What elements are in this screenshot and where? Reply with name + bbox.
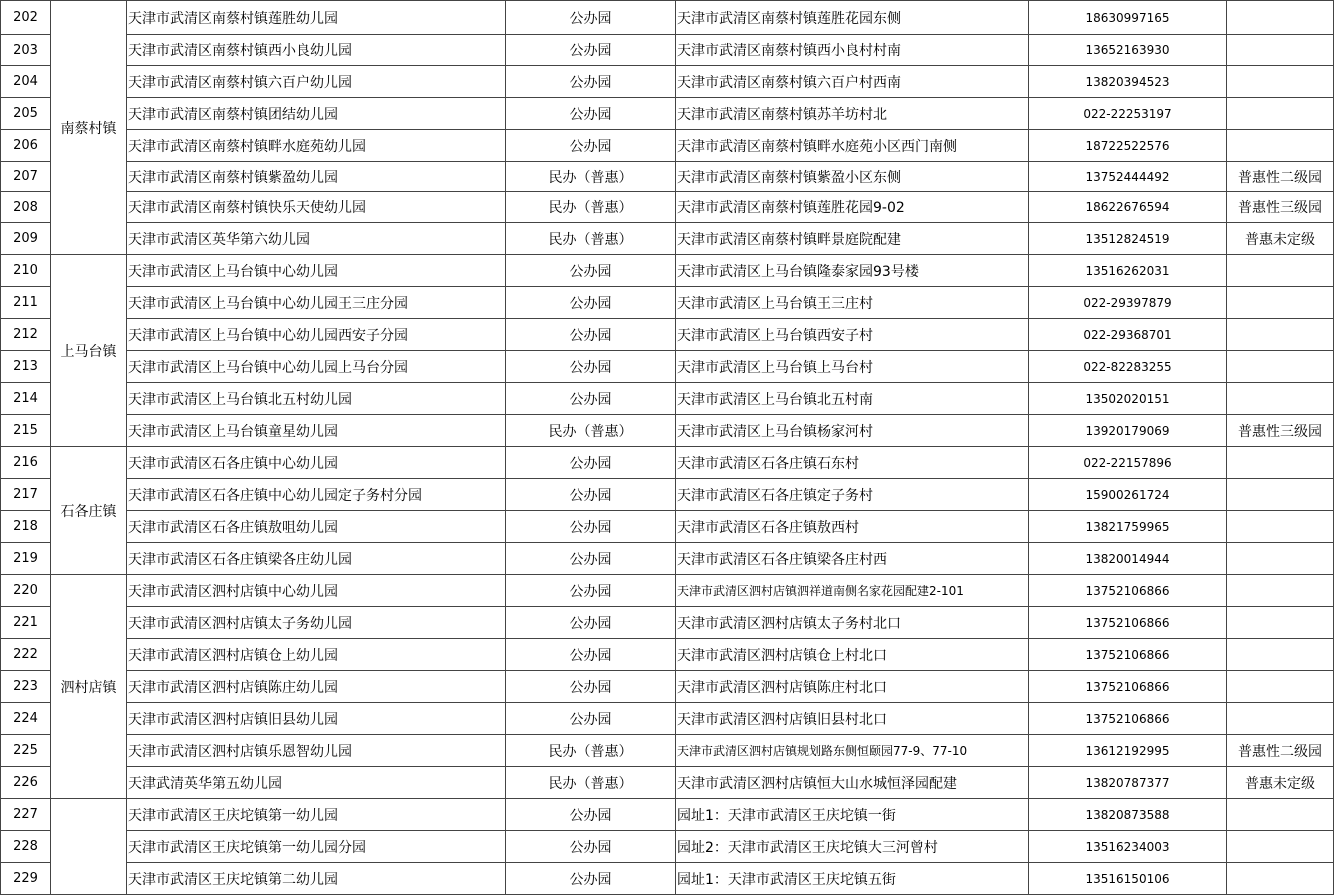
row-number: 204	[1, 66, 51, 98]
rating-note	[1227, 351, 1334, 383]
table-row	[1, 607, 1334, 639]
kindergarten-name: 天津市武清区英华第六幼儿园	[127, 223, 506, 255]
rating-note: 普惠性二级园	[1227, 735, 1334, 767]
phone-number: 15900261724	[1029, 479, 1227, 511]
kindergarten-name: 天津市武清区泗村店镇中心幼儿园	[127, 575, 506, 607]
phone-number: 022-29368701	[1029, 319, 1227, 351]
phone-number: 13820787377	[1029, 767, 1227, 799]
table-row	[1, 383, 1334, 415]
row-number: 211	[1, 287, 51, 319]
rating-note: 普惠性三级园	[1227, 192, 1334, 223]
phone-number: 13752444492	[1029, 162, 1227, 192]
table-row	[1, 130, 1334, 162]
kindergarten-name: 天津市武清区泗村店镇旧县幼儿园	[127, 703, 506, 735]
ownership-type: 公办园	[506, 351, 676, 383]
table-row	[1, 162, 1334, 192]
rating-note: 普惠性三级园	[1227, 415, 1334, 447]
ownership-type: 公办园	[506, 799, 676, 831]
kindergarten-name: 天津市武清区泗村店镇太子务幼儿园	[127, 607, 506, 639]
address: 天津市武清区南蔡村镇紫盈小区东侧	[676, 162, 1029, 192]
phone-number: 13820873588	[1029, 799, 1227, 831]
rating-note	[1227, 319, 1334, 351]
address: 天津市武清区泗村店镇陈庄村北口	[676, 671, 1029, 703]
row-number: 216	[1, 447, 51, 479]
ownership-type: 公办园	[506, 98, 676, 130]
address: 天津市武清区南蔡村镇六百户村西南	[676, 66, 1029, 98]
row-number: 222	[1, 639, 51, 671]
ownership-type: 公办园	[506, 511, 676, 543]
row-number: 209	[1, 223, 51, 255]
phone-number: 022-22157896	[1029, 447, 1227, 479]
kindergarten-name: 天津市武清区王庆坨镇第一幼儿园分园	[127, 831, 506, 863]
rating-note	[1227, 543, 1334, 575]
row-number: 210	[1, 255, 51, 287]
rating-note	[1227, 511, 1334, 543]
kindergarten-name: 天津市武清区南蔡村镇西小良幼儿园	[127, 35, 506, 66]
address: 天津市武清区南蔡村镇莲胜花园东侧	[676, 1, 1029, 35]
ownership-type: 公办园	[506, 130, 676, 162]
ownership-type: 公办园	[506, 287, 676, 319]
ownership-type: 公办园	[506, 543, 676, 575]
address: 天津市武清区上马台镇隆泰家园93号楼	[676, 255, 1029, 287]
town-cell: 泗村店镇	[51, 575, 127, 799]
rating-note	[1227, 575, 1334, 607]
address: 天津市武清区石各庄镇石东村	[676, 447, 1029, 479]
phone-number: 13752106866	[1029, 671, 1227, 703]
rating-note	[1227, 287, 1334, 319]
table-row	[1, 511, 1334, 543]
row-number: 212	[1, 319, 51, 351]
table-row	[1, 767, 1334, 799]
table-row	[1, 351, 1334, 383]
kindergarten-name: 天津市武清区上马台镇北五村幼儿园	[127, 383, 506, 415]
row-number: 202	[1, 1, 51, 35]
table-row	[1, 639, 1334, 671]
phone-number: 13752106866	[1029, 703, 1227, 735]
kindergarten-name: 天津市武清区上马台镇中心幼儿园	[127, 255, 506, 287]
address: 天津市武清区石各庄镇梁各庄村西	[676, 543, 1029, 575]
table-row	[1, 863, 1334, 895]
ownership-type: 公办园	[506, 479, 676, 511]
table-row	[1, 287, 1334, 319]
address: 天津市武清区上马台镇北五村南	[676, 383, 1029, 415]
address: 天津市武清区泗村店镇太子务村北口	[676, 607, 1029, 639]
kindergarten-name: 天津市武清区上马台镇中心幼儿园上马台分园	[127, 351, 506, 383]
ownership-type: 公办园	[506, 35, 676, 66]
table-row	[1, 575, 1334, 607]
ownership-type: 公办园	[506, 383, 676, 415]
kindergarten-name: 天津市武清区石各庄镇中心幼儿园定子务村分园	[127, 479, 506, 511]
phone-number: 13516234003	[1029, 831, 1227, 863]
town-cell: 上马台镇	[51, 255, 127, 447]
row-number: 213	[1, 351, 51, 383]
table-row	[1, 35, 1334, 66]
address: 天津市武清区南蔡村镇畔水庭苑小区西门南侧	[676, 130, 1029, 162]
address: 园址1：天津市武清区王庆坨镇一街	[676, 799, 1029, 831]
address: 园址2：天津市武清区王庆坨镇大三河曾村	[676, 831, 1029, 863]
kindergarten-name: 天津市武清区南蔡村镇畔水庭苑幼儿园	[127, 130, 506, 162]
ownership-type: 公办园	[506, 255, 676, 287]
address: 天津市武清区南蔡村镇西小良村村南	[676, 35, 1029, 66]
rating-note	[1227, 607, 1334, 639]
phone-number: 13512824519	[1029, 223, 1227, 255]
phone-number: 13516262031	[1029, 255, 1227, 287]
table-row	[1, 1, 1334, 35]
rating-note	[1227, 639, 1334, 671]
ownership-type: 民办（普惠）	[506, 415, 676, 447]
kindergarten-name: 天津市武清区石各庄镇敖咀幼儿园	[127, 511, 506, 543]
table-row	[1, 479, 1334, 511]
row-number: 215	[1, 415, 51, 447]
ownership-type: 公办园	[506, 575, 676, 607]
address: 天津市武清区石各庄镇定子务村	[676, 479, 1029, 511]
ownership-type: 民办（普惠）	[506, 223, 676, 255]
table-row	[1, 671, 1334, 703]
ownership-type: 公办园	[506, 703, 676, 735]
town-cell: 南蔡村镇	[51, 1, 127, 255]
kindergarten-name: 天津市武清区南蔡村镇紫盈幼儿园	[127, 162, 506, 192]
table-row	[1, 192, 1334, 223]
rating-note	[1227, 1, 1334, 35]
rating-note	[1227, 383, 1334, 415]
row-number: 229	[1, 863, 51, 895]
ownership-type: 公办园	[506, 1, 676, 35]
address: 天津市武清区石各庄镇敖西村	[676, 511, 1029, 543]
address: 天津市武清区泗村店镇旧县村北口	[676, 703, 1029, 735]
phone-number: 13820394523	[1029, 66, 1227, 98]
row-number: 219	[1, 543, 51, 575]
ownership-type: 公办园	[506, 607, 676, 639]
rating-note: 普惠未定级	[1227, 767, 1334, 799]
row-number: 223	[1, 671, 51, 703]
phone-number: 13920179069	[1029, 415, 1227, 447]
kindergarten-name: 天津市武清区上马台镇中心幼儿园西安子分园	[127, 319, 506, 351]
phone-number: 13820014944	[1029, 543, 1227, 575]
kindergarten-name: 天津武清英华第五幼儿园	[127, 767, 506, 799]
ownership-type: 民办（普惠）	[506, 735, 676, 767]
phone-number: 13652163930	[1029, 35, 1227, 66]
phone-number: 18722522576	[1029, 130, 1227, 162]
table-row	[1, 799, 1334, 831]
address: 天津市武清区南蔡村镇莲胜花园9-02	[676, 192, 1029, 223]
table-row	[1, 447, 1334, 479]
kindergarten-name: 天津市武清区南蔡村镇团结幼儿园	[127, 98, 506, 130]
rating-note	[1227, 66, 1334, 98]
row-number: 203	[1, 35, 51, 66]
kindergarten-name: 天津市武清区南蔡村镇快乐天使幼儿园	[127, 192, 506, 223]
row-number: 208	[1, 192, 51, 223]
kindergarten-name: 天津市武清区南蔡村镇六百户幼儿园	[127, 66, 506, 98]
address: 天津市武清区泗村店镇规划路东侧恒颐园77-9、77-10	[676, 735, 1029, 767]
ownership-type: 民办（普惠）	[506, 192, 676, 223]
row-number: 226	[1, 767, 51, 799]
table-body	[1, 1, 1334, 895]
ownership-type: 公办园	[506, 863, 676, 895]
row-number: 205	[1, 98, 51, 130]
row-number: 220	[1, 575, 51, 607]
table-row	[1, 255, 1334, 287]
ownership-type: 民办（普惠）	[506, 767, 676, 799]
ownership-type: 公办园	[506, 671, 676, 703]
town-cell: 石各庄镇	[51, 447, 127, 575]
rating-note	[1227, 863, 1334, 895]
phone-number: 13821759965	[1029, 511, 1227, 543]
address: 天津市武清区南蔡村镇苏羊坊村北	[676, 98, 1029, 130]
ownership-type: 公办园	[506, 831, 676, 863]
address: 天津市武清区南蔡村镇畔景庭院配建	[676, 223, 1029, 255]
rating-note	[1227, 130, 1334, 162]
row-number: 218	[1, 511, 51, 543]
ownership-type: 民办（普惠）	[506, 162, 676, 192]
rating-note	[1227, 671, 1334, 703]
kindergarten-name: 天津市武清区石各庄镇梁各庄幼儿园	[127, 543, 506, 575]
rating-note	[1227, 479, 1334, 511]
row-number: 207	[1, 162, 51, 192]
rating-note	[1227, 799, 1334, 831]
ownership-type: 公办园	[506, 319, 676, 351]
table-row	[1, 543, 1334, 575]
rating-note: 普惠性二级园	[1227, 162, 1334, 192]
phone-number: 13502020151	[1029, 383, 1227, 415]
phone-number: 13752106866	[1029, 575, 1227, 607]
kindergarten-name: 天津市武清区王庆坨镇第一幼儿园	[127, 799, 506, 831]
address: 天津市武清区泗村店镇泗祥道南侧名家花园配建2-101	[676, 575, 1029, 607]
ownership-type: 公办园	[506, 447, 676, 479]
phone-number: 18622676594	[1029, 192, 1227, 223]
address: 天津市武清区上马台镇西安子村	[676, 319, 1029, 351]
rating-note	[1227, 35, 1334, 66]
row-number: 217	[1, 479, 51, 511]
address: 天津市武清区上马台镇上马台村	[676, 351, 1029, 383]
row-number: 227	[1, 799, 51, 831]
kindergarten-name: 天津市武清区泗村店镇乐恩智幼儿园	[127, 735, 506, 767]
rating-note	[1227, 98, 1334, 130]
table-row	[1, 735, 1334, 767]
phone-number: 022-22253197	[1029, 98, 1227, 130]
phone-number: 13612192995	[1029, 735, 1227, 767]
kindergarten-name: 天津市武清区上马台镇中心幼儿园王三庄分园	[127, 287, 506, 319]
row-number: 228	[1, 831, 51, 863]
phone-number: 13752106866	[1029, 607, 1227, 639]
address: 天津市武清区泗村店镇恒大山水城恒泽园配建	[676, 767, 1029, 799]
rating-note	[1227, 255, 1334, 287]
kindergarten-name: 天津市武清区泗村店镇陈庄幼儿园	[127, 671, 506, 703]
address: 天津市武清区上马台镇杨家河村	[676, 415, 1029, 447]
kindergarten-name: 天津市武清区石各庄镇中心幼儿园	[127, 447, 506, 479]
kindergarten-name: 天津市武清区泗村店镇仓上幼儿园	[127, 639, 506, 671]
phone-number: 13516150106	[1029, 863, 1227, 895]
kindergarten-name: 天津市武清区南蔡村镇莲胜幼儿园	[127, 1, 506, 35]
table-row	[1, 319, 1334, 351]
rating-note	[1227, 831, 1334, 863]
ownership-type: 公办园	[506, 639, 676, 671]
address: 园址1：天津市武清区王庆坨镇五街	[676, 863, 1029, 895]
phone-number: 022-82283255	[1029, 351, 1227, 383]
row-number: 221	[1, 607, 51, 639]
table-row	[1, 703, 1334, 735]
table-row	[1, 415, 1334, 447]
row-number: 206	[1, 130, 51, 162]
kindergarten-name: 天津市武清区王庆坨镇第二幼儿园	[127, 863, 506, 895]
ownership-type: 公办园	[506, 66, 676, 98]
row-number: 214	[1, 383, 51, 415]
phone-number: 022-29397879	[1029, 287, 1227, 319]
phone-number: 13752106866	[1029, 639, 1227, 671]
table-row	[1, 223, 1334, 255]
table-row	[1, 98, 1334, 130]
town-cell	[51, 799, 127, 895]
rating-note: 普惠未定级	[1227, 223, 1334, 255]
rating-note	[1227, 703, 1334, 735]
row-number: 224	[1, 703, 51, 735]
rating-note	[1227, 447, 1334, 479]
address: 天津市武清区上马台镇王三庄村	[676, 287, 1029, 319]
table-row	[1, 831, 1334, 863]
address: 天津市武清区泗村店镇仓上村北口	[676, 639, 1029, 671]
phone-number: 18630997165	[1029, 1, 1227, 35]
table-row	[1, 66, 1334, 98]
kindergarten-name: 天津市武清区上马台镇童星幼儿园	[127, 415, 506, 447]
row-number: 225	[1, 735, 51, 767]
